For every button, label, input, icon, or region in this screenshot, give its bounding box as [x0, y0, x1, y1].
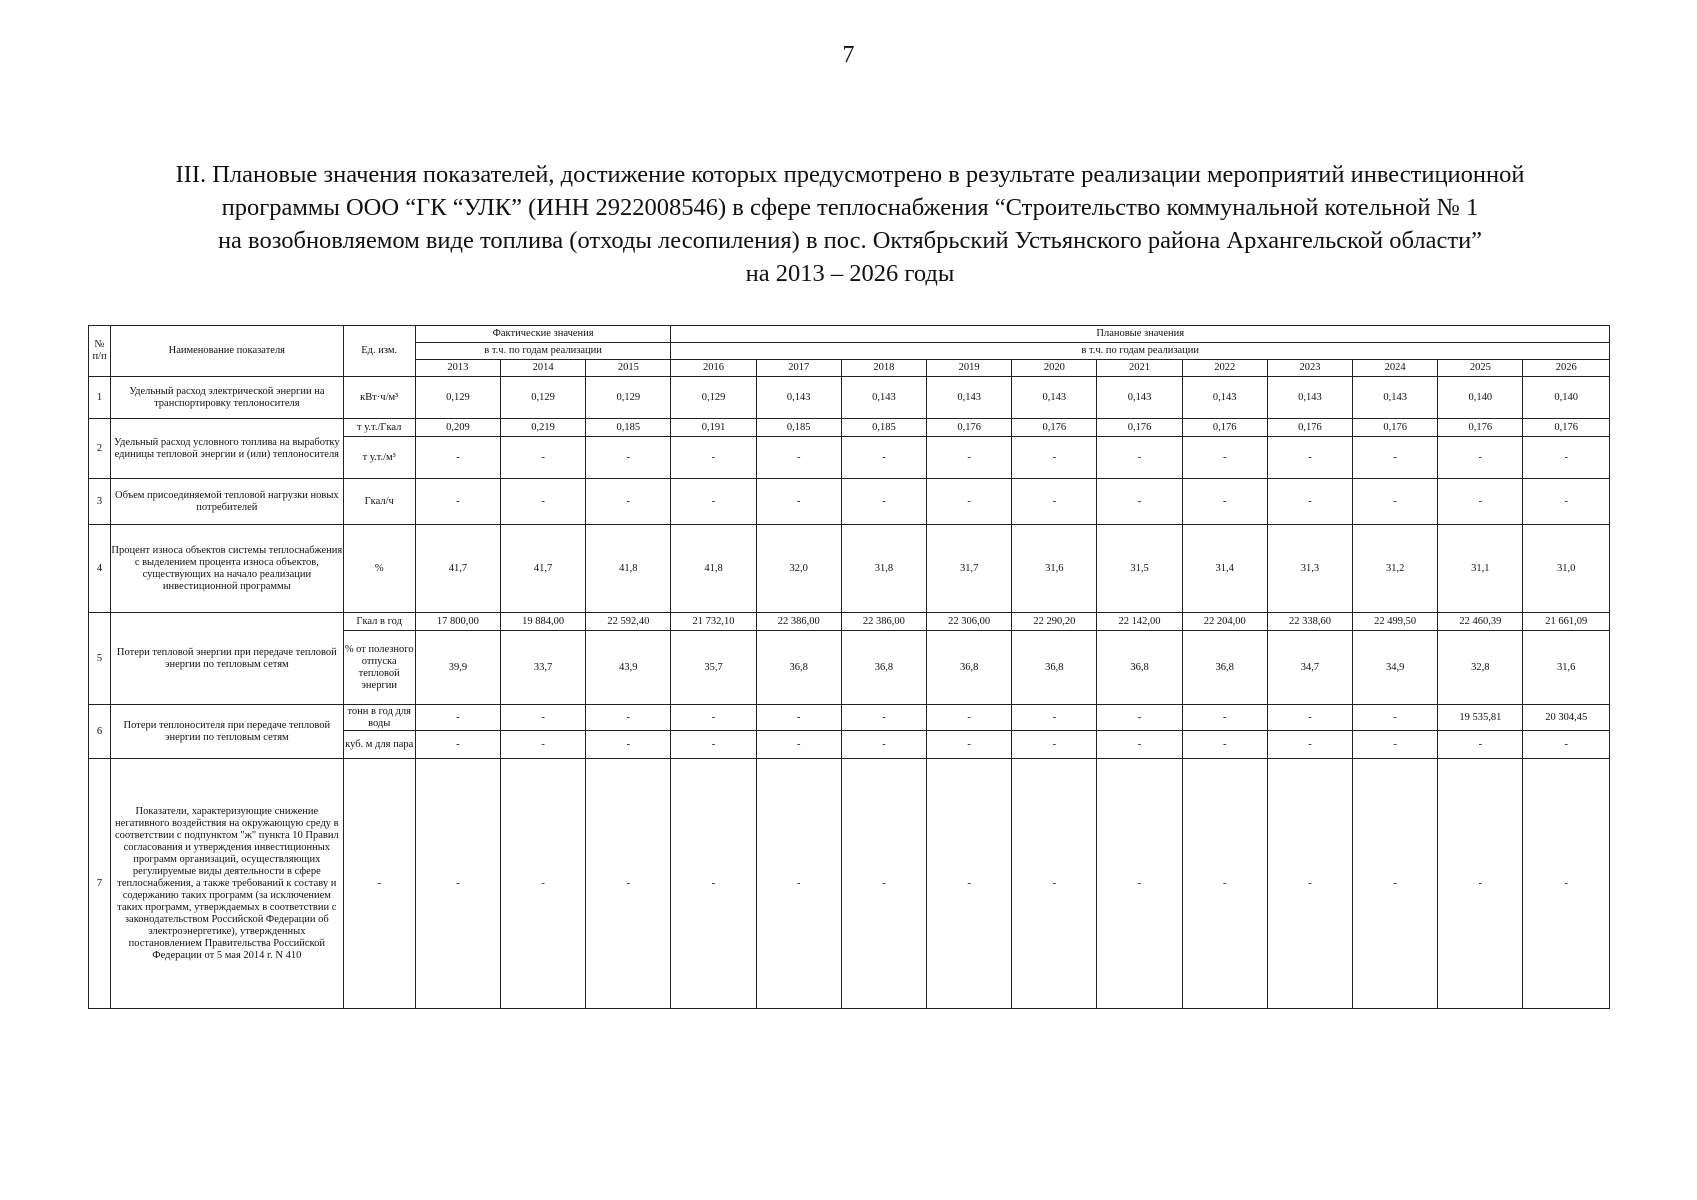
value-cell: - — [927, 731, 1012, 759]
header-fact-sub: в т.ч. по годам реализации — [415, 343, 671, 360]
value-cell: 0,185 — [756, 419, 841, 437]
value-cell: 31,4 — [1182, 525, 1267, 613]
header-unit: Ед. изм. — [343, 326, 415, 377]
value-cell: 0,176 — [1353, 419, 1438, 437]
document-title — [100, 158, 1600, 290]
indicator-name: Объем присоединяемой тепловой нагрузки новых потребителей — [111, 479, 344, 525]
table-row — [89, 613, 1610, 631]
value-cell: 31,3 — [1267, 525, 1352, 613]
value-cell: - — [756, 731, 841, 759]
value-cell: - — [671, 731, 756, 759]
value-cell: 36,8 — [756, 631, 841, 705]
value-cell: - — [1523, 731, 1610, 759]
value-cell: 22 386,00 — [756, 613, 841, 631]
value-cell: 19 535,81 — [1438, 705, 1523, 731]
value-cell: - — [1097, 731, 1182, 759]
value-cell: 33,7 — [501, 631, 586, 705]
title-line: на 2013 – 2026 годы — [745, 260, 955, 287]
value-cell: - — [1097, 705, 1182, 731]
indicators-table — [88, 325, 1610, 1009]
value-cell: 0,176 — [1523, 419, 1610, 437]
value-cell: 0,176 — [1438, 419, 1523, 437]
value-cell: - — [841, 437, 926, 479]
value-cell: 31,7 — [927, 525, 1012, 613]
value-cell: 31,6 — [1012, 525, 1097, 613]
value-cell: 41,8 — [671, 525, 756, 613]
year-header: 2023 — [1267, 360, 1352, 377]
title-line: III. Плановые значения показателей, достижение которых предусмотрено в результате реализации мероприятий инвестиционной — [175, 161, 1525, 188]
year-header: 2021 — [1097, 360, 1182, 377]
value-cell: - — [927, 437, 1012, 479]
value-cell: - — [586, 479, 671, 525]
year-header: 2017 — [756, 360, 841, 377]
value-cell: - — [671, 705, 756, 731]
value-cell: - — [671, 479, 756, 525]
table-row — [89, 479, 1610, 525]
value-cell: 0,176 — [1012, 419, 1097, 437]
value-cell: - — [1267, 731, 1352, 759]
value-cell: - — [586, 705, 671, 731]
value-cell: 22 290,20 — [1012, 613, 1097, 631]
value-cell: 36,8 — [1012, 631, 1097, 705]
value-cell: 41,7 — [415, 525, 500, 613]
value-cell: - — [1012, 479, 1097, 525]
header-fact: Фактические значения — [415, 326, 671, 343]
value-cell: 43,9 — [586, 631, 671, 705]
row-number: 3 — [89, 479, 111, 525]
unit-cell: Гкал в год — [343, 613, 415, 631]
value-cell: 36,8 — [1097, 631, 1182, 705]
table-row — [89, 377, 1610, 419]
value-cell: - — [1097, 759, 1182, 1009]
value-cell: - — [501, 759, 586, 1009]
value-cell: - — [1012, 759, 1097, 1009]
value-cell: - — [1438, 437, 1523, 479]
value-cell: 31,8 — [841, 525, 926, 613]
header-num: № п/п — [89, 326, 111, 377]
value-cell: - — [927, 759, 1012, 1009]
unit-cell: кВт·ч/м³ — [343, 377, 415, 419]
value-cell: - — [841, 479, 926, 525]
value-cell: - — [1523, 759, 1610, 1009]
year-header: 2014 — [501, 360, 586, 377]
value-cell: - — [1097, 437, 1182, 479]
value-cell: 0,176 — [1267, 419, 1352, 437]
table-row — [89, 419, 1610, 437]
value-cell: - — [1353, 437, 1438, 479]
title-line: на возобновляемом виде топлива (отходы лесопиления) в пос. Октябрьский Устьянского района Архангельской области” — [217, 227, 1483, 254]
row-number: 2 — [89, 419, 111, 479]
value-cell: 0,185 — [841, 419, 926, 437]
year-header: 2019 — [927, 360, 1012, 377]
value-cell: 19 884,00 — [501, 613, 586, 631]
row-number: 1 — [89, 377, 111, 419]
value-cell: 31,6 — [1523, 631, 1610, 705]
value-cell: 0,129 — [501, 377, 586, 419]
value-cell: 31,2 — [1353, 525, 1438, 613]
year-header: 2022 — [1182, 360, 1267, 377]
title-line: программы ООО “ГК “УЛК” (ИНН 2922008546) в сфере теплоснабжения “Строительство коммунальной котельной № 1 — [221, 194, 1479, 221]
value-cell: 0,219 — [501, 419, 586, 437]
value-cell: - — [415, 731, 500, 759]
table-row — [89, 525, 1610, 613]
unit-cell: - — [343, 759, 415, 1009]
value-cell: - — [841, 759, 926, 1009]
indicator-name: Процент износа объектов системы теплоснабжения с выделением процента износа объектов, существующих на начало реализации инвестиционной программы — [111, 525, 344, 613]
value-cell: 0,143 — [1267, 377, 1352, 419]
value-cell: - — [501, 731, 586, 759]
row-number: 5 — [89, 613, 111, 705]
value-cell: - — [1267, 705, 1352, 731]
unit-cell: т у.т./м³ — [343, 437, 415, 479]
value-cell: 34,7 — [1267, 631, 1352, 705]
table-body — [89, 377, 1610, 1009]
value-cell: 0,176 — [927, 419, 1012, 437]
value-cell: - — [1438, 731, 1523, 759]
value-cell: - — [841, 731, 926, 759]
row-number: 6 — [89, 705, 111, 759]
year-header: 2024 — [1353, 360, 1438, 377]
value-cell: - — [1438, 759, 1523, 1009]
indicator-name: Удельный расход электрической энергии на транспортировку теплоносителя — [111, 377, 344, 419]
value-cell: - — [756, 437, 841, 479]
page-number: 7 — [842, 42, 855, 68]
value-cell: - — [841, 705, 926, 731]
value-cell: - — [1353, 479, 1438, 525]
value-cell: 22 460,39 — [1438, 613, 1523, 631]
year-header: 2025 — [1438, 360, 1523, 377]
value-cell: 0,140 — [1438, 377, 1523, 419]
table-header — [89, 326, 1610, 377]
value-cell: 22 306,00 — [927, 613, 1012, 631]
value-cell: 0,143 — [1182, 377, 1267, 419]
unit-cell: тонн в год для воды — [343, 705, 415, 731]
value-cell: - — [501, 479, 586, 525]
unit-cell: Гкал/ч — [343, 479, 415, 525]
value-cell: - — [1012, 705, 1097, 731]
unit-cell: куб. м для пара — [343, 731, 415, 759]
header-name: Наименование показателя — [111, 326, 344, 377]
value-cell: 20 304,45 — [1523, 705, 1610, 731]
year-header: 2016 — [671, 360, 756, 377]
value-cell: - — [501, 437, 586, 479]
value-cell: - — [1012, 731, 1097, 759]
value-cell: - — [1012, 437, 1097, 479]
value-cell: 17 800,00 — [415, 613, 500, 631]
value-cell: - — [1267, 479, 1352, 525]
value-cell: 0,129 — [671, 377, 756, 419]
value-cell: 0,129 — [586, 377, 671, 419]
value-cell: 34,9 — [1353, 631, 1438, 705]
value-cell: 22 204,00 — [1182, 613, 1267, 631]
unit-cell: % — [343, 525, 415, 613]
value-cell: 31,0 — [1523, 525, 1610, 613]
value-cell: - — [671, 437, 756, 479]
value-cell: - — [415, 759, 500, 1009]
value-cell: 31,1 — [1438, 525, 1523, 613]
header-plan: Плановые значения — [671, 326, 1610, 343]
value-cell: - — [671, 759, 756, 1009]
value-cell: 0,176 — [1097, 419, 1182, 437]
value-cell: 36,8 — [1182, 631, 1267, 705]
table-row — [89, 759, 1610, 1009]
year-header: 2018 — [841, 360, 926, 377]
row-number: 4 — [89, 525, 111, 613]
value-cell: 32,8 — [1438, 631, 1523, 705]
indicator-name: Потери тепловой энергии при передаче тепловой энергии по тепловым сетям — [111, 613, 344, 705]
value-cell: - — [756, 759, 841, 1009]
value-cell: - — [1182, 437, 1267, 479]
value-cell: 0,140 — [1523, 377, 1610, 419]
value-cell: - — [927, 479, 1012, 525]
value-cell: - — [1438, 479, 1523, 525]
value-cell: - — [756, 479, 841, 525]
value-cell: - — [586, 731, 671, 759]
value-cell: - — [415, 705, 500, 731]
value-cell: 36,8 — [841, 631, 926, 705]
value-cell: - — [756, 705, 841, 731]
value-cell: - — [1353, 705, 1438, 731]
value-cell: - — [1267, 437, 1352, 479]
row-number: 7 — [89, 759, 111, 1009]
value-cell: 22 338,60 — [1267, 613, 1352, 631]
value-cell: 39,9 — [415, 631, 500, 705]
value-cell: 22 499,50 — [1353, 613, 1438, 631]
value-cell: 41,7 — [501, 525, 586, 613]
value-cell: 0,176 — [1182, 419, 1267, 437]
year-header: 2015 — [586, 360, 671, 377]
value-cell: 0,143 — [1353, 377, 1438, 419]
value-cell: 0,143 — [841, 377, 926, 419]
unit-cell: т у.т./Гкал — [343, 419, 415, 437]
value-cell: 31,5 — [1097, 525, 1182, 613]
value-cell: - — [1182, 705, 1267, 731]
value-cell: 21 732,10 — [671, 613, 756, 631]
value-cell: - — [1182, 479, 1267, 525]
value-cell: - — [1267, 759, 1352, 1009]
value-cell: - — [1097, 479, 1182, 525]
year-header: 2020 — [1012, 360, 1097, 377]
value-cell: 0,143 — [1012, 377, 1097, 419]
value-cell: 0,143 — [756, 377, 841, 419]
value-cell: 35,7 — [671, 631, 756, 705]
header-plan-sub: в т.ч. по годам реализации — [671, 343, 1610, 360]
value-cell: - — [586, 759, 671, 1009]
value-cell: 0,209 — [415, 419, 500, 437]
value-cell: 22 386,00 — [841, 613, 926, 631]
value-cell: - — [415, 437, 500, 479]
value-cell: - — [415, 479, 500, 525]
value-cell: - — [1353, 759, 1438, 1009]
value-cell: 0,185 — [586, 419, 671, 437]
value-cell: - — [1353, 731, 1438, 759]
value-cell: 0,143 — [1097, 377, 1182, 419]
indicator-name: Потери теплоносителя при передаче тепловой энергии по тепловым сетям — [111, 705, 344, 759]
value-cell: - — [1523, 437, 1610, 479]
value-cell: - — [586, 437, 671, 479]
value-cell: 32,0 — [756, 525, 841, 613]
value-cell: 0,191 — [671, 419, 756, 437]
value-cell: 0,143 — [927, 377, 1012, 419]
value-cell: - — [1182, 731, 1267, 759]
value-cell: 41,8 — [586, 525, 671, 613]
value-cell: 21 661,09 — [1523, 613, 1610, 631]
value-cell: - — [1182, 759, 1267, 1009]
year-header: 2013 — [415, 360, 500, 377]
value-cell: - — [501, 705, 586, 731]
value-cell: 0,129 — [415, 377, 500, 419]
unit-cell: % от полезного отпуска тепловой энергии — [343, 631, 415, 705]
value-cell: 22 592,40 — [586, 613, 671, 631]
value-cell: 22 142,00 — [1097, 613, 1182, 631]
table-row — [89, 705, 1610, 731]
value-cell: - — [927, 705, 1012, 731]
value-cell: 36,8 — [927, 631, 1012, 705]
year-header: 2026 — [1523, 360, 1610, 377]
indicator-name: Удельный расход условного топлива на выработку единицы тепловой энергии и (или) теплоносителя — [111, 419, 344, 479]
value-cell: - — [1523, 479, 1610, 525]
indicator-name: Показатели, характеризующие снижение негативного воздействия на окружающую среду в соответствии с подпунктом "ж" пункта 10 Правил согласования и утверждения инвестиционных программ организаций, осуществляющих регулируемые виды деятельности в сфере теплоснабжения, а также требований к составу и содержанию таких программ (за исключением таких программ, утверждаемых в соответствии с законодательством Российской Федерации об электроэнергетике), утвержденных постановлением Правительства Российской Федерации от 5 мая 2014 г. N 410 — [111, 759, 344, 1009]
